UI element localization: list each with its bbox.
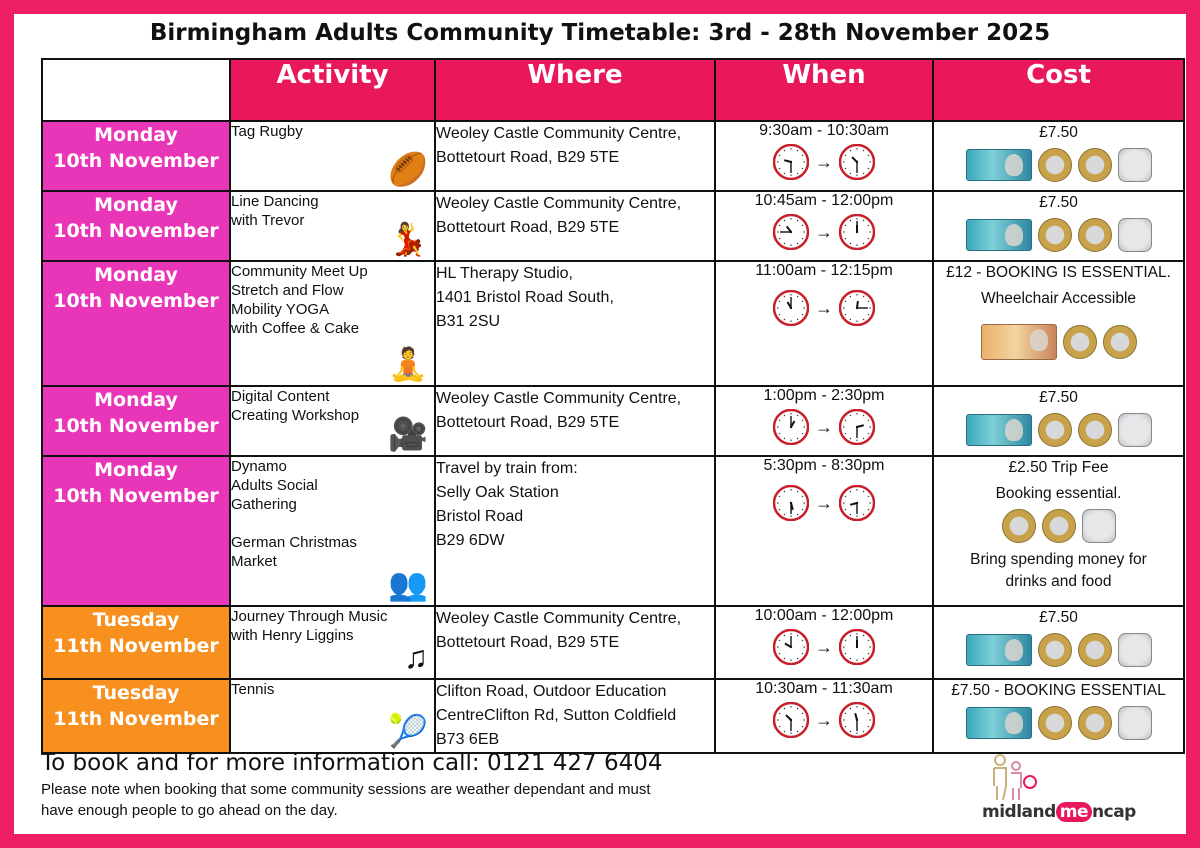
end-clock-icon	[839, 702, 875, 738]
start-clock-icon	[773, 214, 809, 250]
activity-line: Mobility YOGA	[231, 301, 330, 318]
address-line: HL Therapy Studio,	[436, 265, 573, 282]
pound-coin-icon	[1042, 509, 1076, 543]
address-line: Weoley Castle Community Centre,	[436, 390, 682, 407]
pound-coin-icon	[1078, 633, 1112, 667]
activity-cell	[230, 121, 435, 191]
arrow-right-icon: →	[815, 416, 833, 437]
pound-coin-icon	[1078, 148, 1112, 182]
five-pound-note-icon	[966, 414, 1032, 446]
activity-line: Digital Content	[231, 388, 330, 405]
arrow-right-icon: →	[815, 709, 833, 730]
pound-coin-icon	[1078, 706, 1112, 740]
activity-cell	[230, 191, 435, 261]
fifty-pence-coin-icon	[1118, 706, 1152, 740]
address-line: B29 6DW	[436, 532, 505, 549]
day-date: 10th November	[53, 150, 219, 172]
cost-cell	[933, 261, 1184, 386]
where-cell	[435, 679, 715, 753]
booking-phone-text: To book and for more information call: 0121 427 6404	[41, 750, 663, 776]
arrow-right-icon: →	[815, 221, 833, 242]
address-line: Weoley Castle Community Centre,	[436, 125, 682, 142]
day-date: 10th November	[53, 485, 219, 507]
day-cell	[42, 261, 230, 386]
activity-line: Gathering	[231, 496, 297, 513]
activity-line: Tennis	[231, 681, 275, 698]
logo-word-midland: midland	[982, 802, 1056, 822]
five-pound-note-icon	[966, 219, 1032, 251]
day-name: Monday	[94, 389, 178, 411]
cost-text: £7.50	[1039, 609, 1078, 626]
day-date: 11th November	[53, 708, 219, 730]
address-line: Bristol Road	[436, 508, 524, 525]
table-row	[42, 456, 1184, 606]
header-where: Where	[435, 59, 715, 121]
money-images	[934, 706, 1183, 740]
header-blank	[42, 59, 230, 121]
activity-line: Adults Social	[231, 477, 318, 494]
clock-pair	[716, 409, 932, 445]
day-date: 10th November	[53, 290, 219, 312]
header-when: When	[715, 59, 933, 121]
midland-mencap-logo	[982, 752, 1152, 830]
cost-text: £7.50 - BOOKING ESSENTIAL	[951, 682, 1166, 699]
activity-line: Dynamo	[231, 458, 287, 475]
start-clock-icon	[773, 702, 809, 738]
when-cell	[715, 679, 933, 753]
address-line: Bottetourt Road, B29 5TE	[436, 634, 620, 651]
address-line: Travel by train from:	[436, 460, 578, 477]
money-images	[934, 509, 1183, 543]
fifty-pence-coin-icon	[1118, 218, 1152, 252]
end-clock-icon	[839, 144, 875, 180]
booking-note: Please note when booking that some community sessions are weather dependant and must have enough people to go ahead on the day.	[41, 781, 651, 819]
pound-coin-icon	[1038, 148, 1072, 182]
address-line: B31 2SU	[436, 313, 501, 330]
time-range: 10:45am - 12:00pm	[754, 192, 894, 209]
day-cell	[42, 121, 230, 191]
activity-cell	[230, 386, 435, 456]
pound-coin-icon	[1103, 325, 1137, 359]
clock-pair	[716, 214, 932, 250]
time-range: 9:30am - 10:30am	[759, 122, 889, 139]
where-cell	[435, 121, 715, 191]
clock-pair	[716, 290, 932, 326]
address-line: Weoley Castle Community Centre,	[436, 195, 682, 212]
money-images	[934, 633, 1183, 667]
table-row	[42, 191, 1184, 261]
cost-text: Booking essential.	[995, 485, 1122, 502]
cost-extra-text: Bring spending money for	[970, 551, 1147, 568]
day-cell	[42, 191, 230, 261]
when-cell	[715, 606, 933, 679]
end-clock-icon	[839, 409, 875, 445]
family-figures-icon	[982, 752, 1042, 802]
time-range: 10:30am - 11:30am	[755, 680, 893, 697]
video-camera-icon: 🎥	[388, 416, 428, 452]
address-line: CentreClifton Rd, Sutton Coldfield	[436, 707, 677, 724]
arrow-right-icon: →	[815, 636, 833, 657]
when-cell	[715, 386, 933, 456]
timetable-table	[41, 58, 1185, 754]
day-cell	[42, 456, 230, 606]
day-date: 10th November	[53, 415, 219, 437]
where-cell	[435, 261, 715, 386]
table-row	[42, 679, 1184, 753]
table-row	[42, 386, 1184, 456]
start-clock-icon	[773, 485, 809, 521]
group-hug-icon: 👥	[388, 566, 428, 602]
pound-coin-icon	[1038, 706, 1072, 740]
header-activity: Activity	[230, 59, 435, 121]
page-title: Birmingham Adults Community Timetable: 3rd - 28th November 2025	[149, 20, 1051, 46]
fifty-pence-coin-icon	[1118, 148, 1152, 182]
activity-line: with Coffee & Cake	[231, 320, 360, 337]
address-line: B73 6EB	[436, 731, 500, 748]
tag-rugby-players-icon: 🏉	[388, 151, 428, 187]
address-line: Clifton Road, Outdoor Education	[436, 683, 667, 700]
ten-pound-note-icon	[981, 324, 1057, 360]
cost-text: £7.50	[1039, 194, 1078, 211]
start-clock-icon	[773, 290, 809, 326]
clock-pair	[716, 702, 932, 738]
activity-line	[231, 514, 434, 533]
time-range: 10:00am - 12:00pm	[754, 607, 894, 624]
day-name: Monday	[94, 194, 178, 216]
clock-pair	[716, 144, 932, 180]
pound-coin-icon	[1038, 413, 1072, 447]
day-date: 11th November	[53, 635, 219, 657]
arrow-right-icon: →	[815, 151, 833, 172]
activity-cell	[230, 679, 435, 753]
pound-coin-icon	[1078, 218, 1112, 252]
activity-line: Tag Rugby	[231, 123, 303, 140]
table-row	[42, 121, 1184, 191]
activity-cell	[230, 606, 435, 679]
pound-coin-icon	[1038, 218, 1072, 252]
day-cell	[42, 386, 230, 456]
pound-coin-icon	[1063, 325, 1097, 359]
address-line: Bottetourt Road, B29 5TE	[436, 414, 620, 431]
arrow-right-icon: →	[815, 492, 833, 513]
end-clock-icon	[839, 629, 875, 665]
dancers-icon: 💃	[388, 221, 428, 257]
cost-extra-text: drinks and food	[1005, 573, 1112, 590]
day-name: Tuesday	[92, 682, 180, 704]
start-clock-icon	[773, 144, 809, 180]
time-range: 5:30pm - 8:30pm	[763, 457, 885, 474]
clock-pair	[716, 485, 932, 521]
logo-wordmark	[982, 802, 1136, 822]
cost-text: Wheelchair Accessible	[980, 290, 1137, 307]
when-cell	[715, 191, 933, 261]
clock-pair	[716, 629, 932, 665]
activity-line: with Trevor	[231, 212, 305, 229]
when-cell	[715, 261, 933, 386]
money-images	[934, 218, 1183, 252]
activity-cell	[230, 456, 435, 606]
activity-line: Community Meet Up	[231, 263, 368, 280]
table-row	[42, 261, 1184, 386]
pound-coin-icon	[1038, 633, 1072, 667]
activity-line: German Christmas	[231, 534, 357, 551]
address-line: Selly Oak Station	[436, 484, 559, 501]
pound-coin-icon	[1078, 413, 1112, 447]
activity-line: Creating Workshop	[231, 407, 360, 424]
day-cell	[42, 606, 230, 679]
day-name: Monday	[94, 459, 178, 481]
yoga-people-icon: 🧘	[388, 346, 428, 382]
logo-word-me: me	[1056, 802, 1092, 822]
pound-coin-icon	[1002, 509, 1036, 543]
day-cell	[42, 679, 230, 753]
cost-cell	[933, 121, 1184, 191]
cost-text: £12 - BOOKING IS ESSENTIAL.	[946, 264, 1171, 281]
activity-line: Line Dancing	[231, 193, 319, 210]
activity-line: Market	[231, 553, 277, 570]
when-cell	[715, 456, 933, 606]
day-name: Monday	[94, 124, 178, 146]
cost-cell	[933, 679, 1184, 753]
day-name: Tuesday	[92, 609, 180, 631]
music-note-icon: ♫	[404, 639, 428, 675]
day-date: 10th November	[53, 220, 219, 242]
fifty-pence-coin-icon	[1118, 413, 1152, 447]
cost-cell	[933, 191, 1184, 261]
address-line: Weoley Castle Community Centre,	[436, 610, 682, 627]
money-images	[934, 148, 1183, 182]
where-cell	[435, 191, 715, 261]
cost-cell	[933, 606, 1184, 679]
end-clock-icon	[839, 485, 875, 521]
end-clock-icon	[839, 214, 875, 250]
time-range: 11:00am - 12:15pm	[755, 262, 893, 279]
address-line: Bottetourt Road, B29 5TE	[436, 219, 620, 236]
cost-text: £2.50 Trip Fee	[1008, 459, 1109, 476]
five-pound-note-icon	[966, 707, 1032, 739]
activity-line: Stretch and Flow	[231, 282, 344, 299]
header-cost: Cost	[933, 59, 1184, 121]
money-images	[934, 324, 1183, 360]
end-clock-icon	[839, 290, 875, 326]
fifty-pence-coin-icon	[1118, 633, 1152, 667]
start-clock-icon	[773, 629, 809, 665]
activity-line: Journey Through Music	[231, 608, 388, 625]
time-range: 1:00pm - 2:30pm	[763, 387, 885, 404]
cost-cell	[933, 386, 1184, 456]
tennis-racket-icon: 🎾	[388, 713, 428, 749]
fifty-pence-coin-icon	[1082, 509, 1116, 543]
cost-text: £7.50	[1039, 389, 1078, 406]
where-cell	[435, 456, 715, 606]
activity-cell	[230, 261, 435, 386]
table-row	[42, 606, 1184, 679]
logo-word-ncap: ncap	[1092, 802, 1136, 822]
five-pound-note-icon	[966, 149, 1032, 181]
timetable-sheet	[14, 14, 1186, 834]
when-cell	[715, 121, 933, 191]
address-line: Bottetourt Road, B29 5TE	[436, 149, 620, 166]
cost-cell	[933, 456, 1184, 606]
day-name: Monday	[94, 264, 178, 286]
five-pound-note-icon	[966, 634, 1032, 666]
cost-text: £7.50	[1039, 124, 1078, 141]
where-cell	[435, 386, 715, 456]
arrow-right-icon: →	[815, 297, 833, 318]
money-images	[934, 413, 1183, 447]
start-clock-icon	[773, 409, 809, 445]
activity-line: with Henry Liggins	[231, 627, 354, 644]
address-line: 1401 Bristol Road South,	[436, 289, 614, 306]
where-cell	[435, 606, 715, 679]
